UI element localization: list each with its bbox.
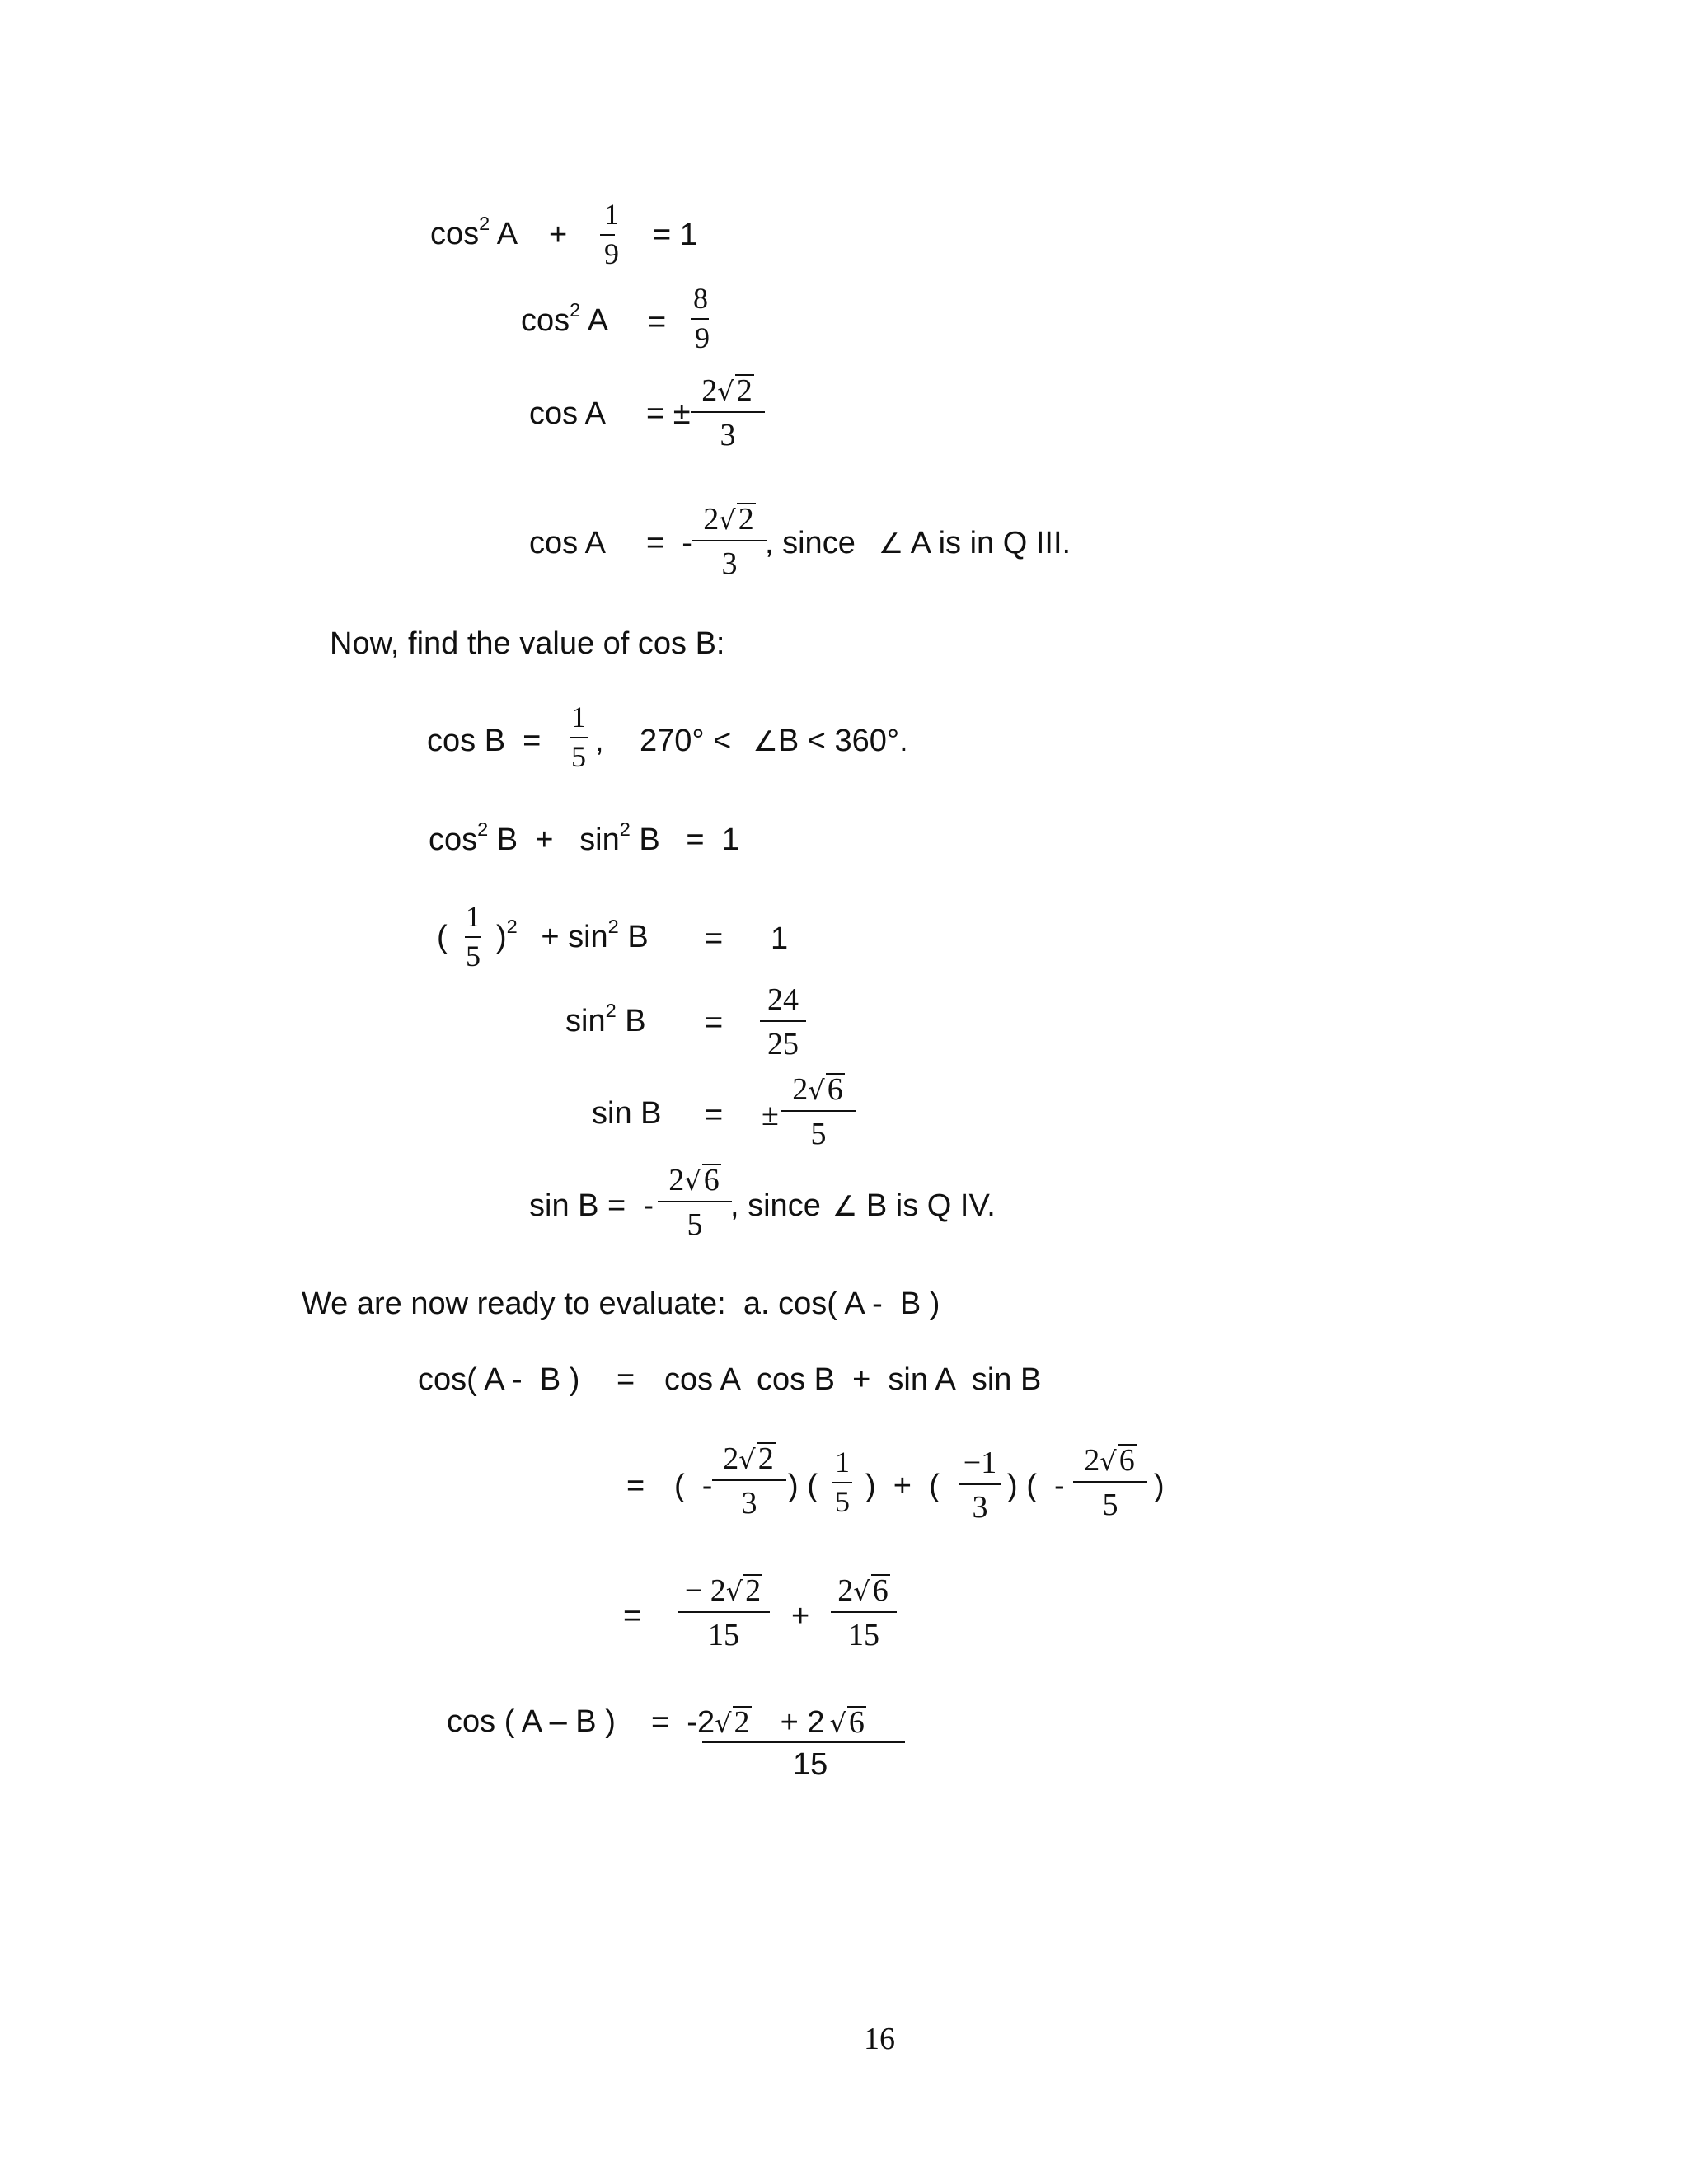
fraction-bar (712, 1479, 786, 1481)
fraction-numerator: − 2√2 (684, 1573, 762, 1608)
b2-line3-rest: )$^2 + \sin^2 B$ (496, 915, 649, 954)
b3-line2-fraction3 (954, 1447, 1006, 1523)
heading-find-cos-b: Now, find the value of cos B: (330, 626, 725, 661)
b3-line2-close2: ) + ( (865, 1469, 940, 1503)
fraction-numerator: 1 (571, 701, 586, 733)
fraction-bar (570, 737, 588, 738)
fraction-denominator: 3 (741, 1486, 757, 1521)
fraction-numerator: 1 (466, 900, 481, 933)
fraction-numerator: 2√6 (837, 1573, 889, 1608)
b2-line6-since: , since ∠ B is Q IV. (730, 1188, 996, 1223)
b1-line1-rhs: = 1 (653, 218, 697, 252)
b3-line4-den: 15 (793, 1747, 828, 1782)
angle-icon: ∠ (878, 527, 904, 560)
fraction-denominator: 5 (571, 740, 586, 773)
b1-l1-exp: 2 (479, 212, 490, 234)
b2-line4-lhs: $\sin^2 B$ (565, 999, 646, 1038)
fraction-bar (831, 1611, 897, 1613)
fraction-bar (678, 1611, 770, 1613)
b1-line4-lhs: cos A (529, 526, 606, 560)
b2-line6-fraction (658, 1164, 732, 1240)
b3-line1-rhs: cos A cos B + sin A sin B (664, 1362, 1042, 1397)
b2-line3-eq: = (705, 921, 724, 956)
fraction-bar (691, 411, 765, 413)
fraction-denominator: 3 (972, 1490, 988, 1525)
fraction-denominator: 5 (687, 1207, 703, 1242)
b3-line2-fraction2 (826, 1447, 859, 1516)
fraction-numerator: 2√2 (723, 1441, 774, 1476)
b1-l2-exp: 2 (570, 298, 581, 321)
b1-line4-fraction (692, 503, 767, 579)
angle-icon: ∠ (753, 725, 778, 758)
b1-line3-eq: = ± (646, 396, 691, 431)
fraction-denominator: 3 (720, 418, 736, 452)
b3-line4-num: = -2√2 + 2 √6 (651, 1705, 865, 1740)
fraction-bar (781, 1110, 856, 1112)
b3-line1-eq: = (617, 1362, 635, 1397)
b2-line4-fraction (760, 984, 806, 1060)
b1-line4-since: , since ∠ A is in Q III. (765, 526, 1071, 560)
b3-line2-mid3: ) ( - (1007, 1469, 1065, 1503)
b2-line3-one: 1 (771, 921, 789, 956)
b2-line1-range: 270° < ∠B < 360°. (640, 724, 908, 758)
b2-line6-lhs: sin B = - (529, 1188, 654, 1223)
fraction-numerator: 2√6 (1084, 1443, 1135, 1478)
b2-line5-lhs: sin B (592, 1096, 662, 1131)
fraction-denominator: 25 (767, 1027, 799, 1062)
b2-line5-eq: = (705, 1098, 724, 1132)
angle-icon: ∠ (832, 1190, 858, 1223)
fraction-denominator: 5 (1102, 1488, 1118, 1522)
b1-l2-A: A (580, 303, 609, 338)
fraction-numerator: −1 (963, 1446, 997, 1480)
b2-line3-fraction (457, 902, 490, 971)
b3-line3-fraction2 (831, 1574, 897, 1651)
b3-line2-close4: ) (1154, 1469, 1165, 1503)
b3-line1-lhs: cos( A - B ) (418, 1362, 580, 1397)
b3-line2-fraction1 (712, 1442, 786, 1519)
fraction-numerator: 1 (604, 198, 619, 231)
fraction-denominator: 5 (810, 1117, 827, 1151)
fraction-bar (832, 1482, 852, 1483)
b1-line2-eq: = (648, 305, 667, 340)
page-number: 16 (864, 2022, 895, 2056)
b2-line3-open: ( (437, 920, 448, 954)
b1-line3-lhs: cos A (529, 396, 606, 431)
b2-line1-comma: , (595, 724, 604, 758)
fraction-bar (1073, 1481, 1147, 1483)
b3-line3-eq: = (623, 1599, 642, 1633)
b1-line1-plus: + (549, 218, 568, 252)
b1-line1-lhs (430, 212, 518, 251)
fraction-denominator: 5 (835, 1485, 850, 1518)
fraction-bar (692, 540, 767, 541)
fraction-bar (760, 1020, 806, 1022)
b1-line2-lhs (521, 298, 609, 338)
b3-line3-plus: + (791, 1599, 810, 1633)
fraction-denominator: 9 (604, 237, 619, 270)
fraction-numerator: 1 (835, 1446, 850, 1479)
fraction-bar (600, 234, 615, 236)
b3-line3-fraction1 (678, 1574, 770, 1651)
b1-line1-fraction (554, 199, 669, 269)
fraction-denominator: 15 (848, 1618, 879, 1652)
b2-line4-eq: = (705, 1005, 724, 1040)
b3-line2-fraction4 (1073, 1444, 1147, 1521)
b2-line5-fraction (781, 1073, 856, 1150)
b3-line4-fraction-bar (702, 1741, 905, 1743)
fraction-denominator: 9 (695, 321, 710, 354)
b1-line3-fraction (691, 374, 765, 451)
fraction-numerator: 8 (693, 282, 708, 315)
b3-line2-open1: ( - (674, 1469, 713, 1503)
b1-l2-cos: cos (521, 303, 570, 338)
b1-line4-eq: = - (646, 526, 692, 560)
b2-line5-pm: ± (762, 1098, 779, 1132)
b1-line2-fraction (645, 284, 760, 353)
fraction-bar (691, 318, 709, 320)
fraction-numerator: 2√2 (703, 502, 754, 537)
b1-l1-cos: cos (430, 217, 480, 251)
b2-line1-lhs: cos B = (427, 724, 542, 758)
b3-line2-eq: = (626, 1469, 645, 1503)
b3-line2-mid1: ) ( (788, 1469, 818, 1503)
fraction-numerator: 2√2 (701, 373, 753, 408)
fraction-numerator: 2√6 (792, 1072, 843, 1107)
b1-l1-A: A (490, 217, 518, 251)
fraction-numerator: 2√6 (668, 1163, 720, 1197)
fraction-bar (465, 936, 481, 938)
fraction-denominator: 5 (466, 940, 481, 972)
heading-evaluate: We are now ready to evaluate: a. cos( A - B ) (302, 1286, 940, 1321)
fraction-numerator: 24 (767, 982, 799, 1017)
b2-line1-fraction (560, 702, 597, 771)
b2-line2: $\cos^2 B + \sin^2 B = 1$ (429, 818, 739, 857)
fraction-bar (658, 1201, 732, 1202)
fraction-denominator: 15 (708, 1618, 739, 1652)
fraction-denominator: 3 (721, 546, 738, 581)
fraction-bar (959, 1483, 1001, 1485)
b3-line4-lhs: cos ( A – B ) (447, 1704, 616, 1739)
